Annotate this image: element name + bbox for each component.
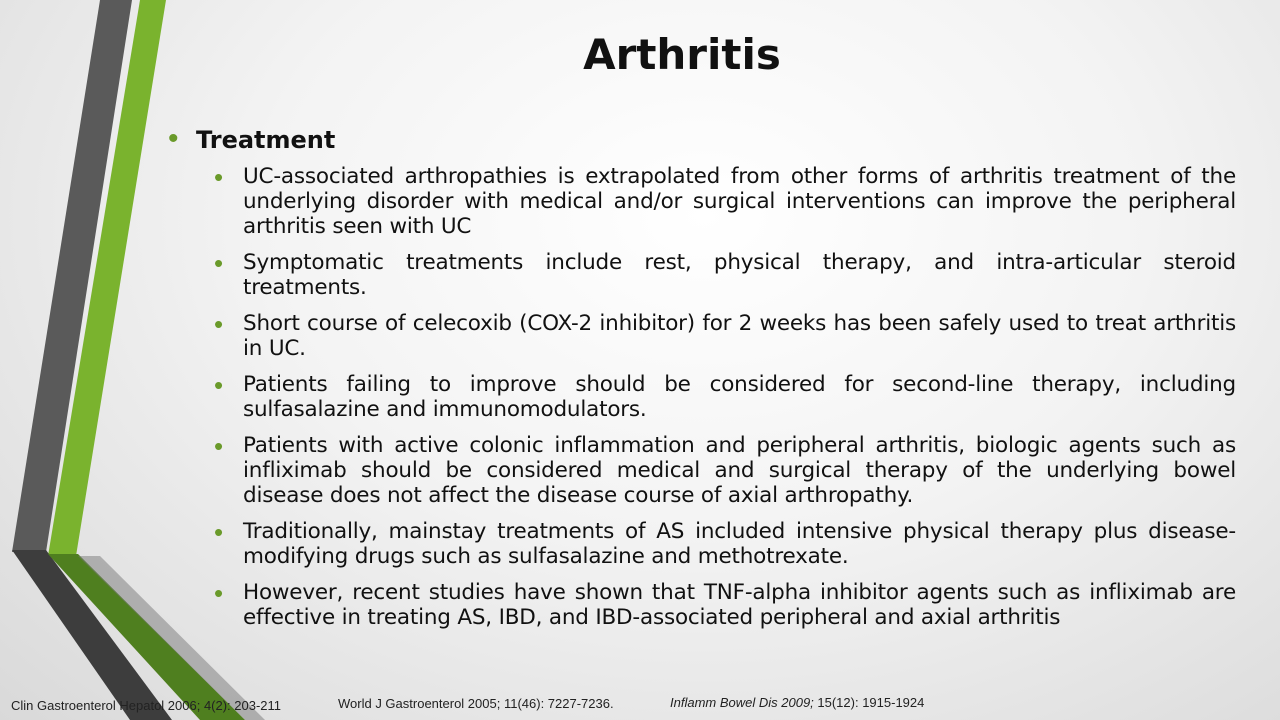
reference-3-details: 15(12): 1915-1924 [813, 695, 925, 710]
list-item [214, 164, 1236, 239]
reference-3-journal: Inflamm Bowel Dis 2009; [670, 695, 814, 710]
bullet-dot-icon: • [214, 248, 224, 278]
list-item [214, 433, 1236, 508]
list-item [214, 580, 1236, 630]
reference-3 [670, 695, 924, 710]
bullet-dot-icon: • [214, 578, 224, 608]
bullet-dot-icon: • [214, 431, 224, 461]
bullet-dot-icon: • [168, 122, 179, 155]
list-item [214, 250, 1236, 300]
bullet-text: Short course of celecoxib (COX-2 inhibitor) for 2 weeks has been safely used to treat arthritis in UC. [243, 311, 1236, 361]
slide-content [168, 124, 1236, 641]
references-footer [0, 694, 1280, 718]
bullet-dot-icon: • [214, 370, 224, 400]
reference-2: World J Gastroenterol 2005; 11(46): 7227-7236. [338, 696, 614, 711]
list-item [214, 311, 1236, 361]
bullet-text: Traditionally, mainstay treatments of AS included intensive physical therapy plus disease-modifying drugs such as sulfasalazine and methotrexate. [243, 519, 1236, 569]
bullet-text: Symptomatic treatments include rest, physical therapy, and intra-articular steroid treatments. [243, 250, 1236, 300]
bullet-list [168, 164, 1236, 630]
section-heading: Treatment [196, 126, 336, 154]
list-item [214, 519, 1236, 569]
slide-title: Arthritis [583, 30, 781, 79]
bullet-text: Patients failing to improve should be considered for second-line therapy, including sulfasalazine and immunomodulators. [243, 372, 1236, 422]
bullet-text: UC-associated arthropathies is extrapolated from other forms of arthritis treatment of the underlying disorder with medical and/or surgical interventions can improve the peripheral arthritis seen with UC [243, 164, 1236, 239]
bullet-dot-icon: • [214, 162, 224, 192]
bullet-dot-icon: • [214, 309, 224, 339]
bullet-text: Patients with active colonic inflammation and peripheral arthritis, biologic agents such as infliximab should be considered medical and surgical therapy of the underlying bowel disease does not affect the disease course of axial arthropathy. [243, 433, 1236, 508]
reference-1: Clin Gastroenterol Hepatol 2006; 4(2): 203-211 [11, 698, 282, 713]
bullet-dot-icon: • [214, 517, 224, 547]
list-item [214, 372, 1236, 422]
bullet-text: However, recent studies have shown that TNF-alpha inhibitor agents such as infliximab are effective in treating AS, IBD, and IBD-associated peripheral and axial arthritis [243, 580, 1236, 630]
section-heading-row [168, 124, 1236, 156]
